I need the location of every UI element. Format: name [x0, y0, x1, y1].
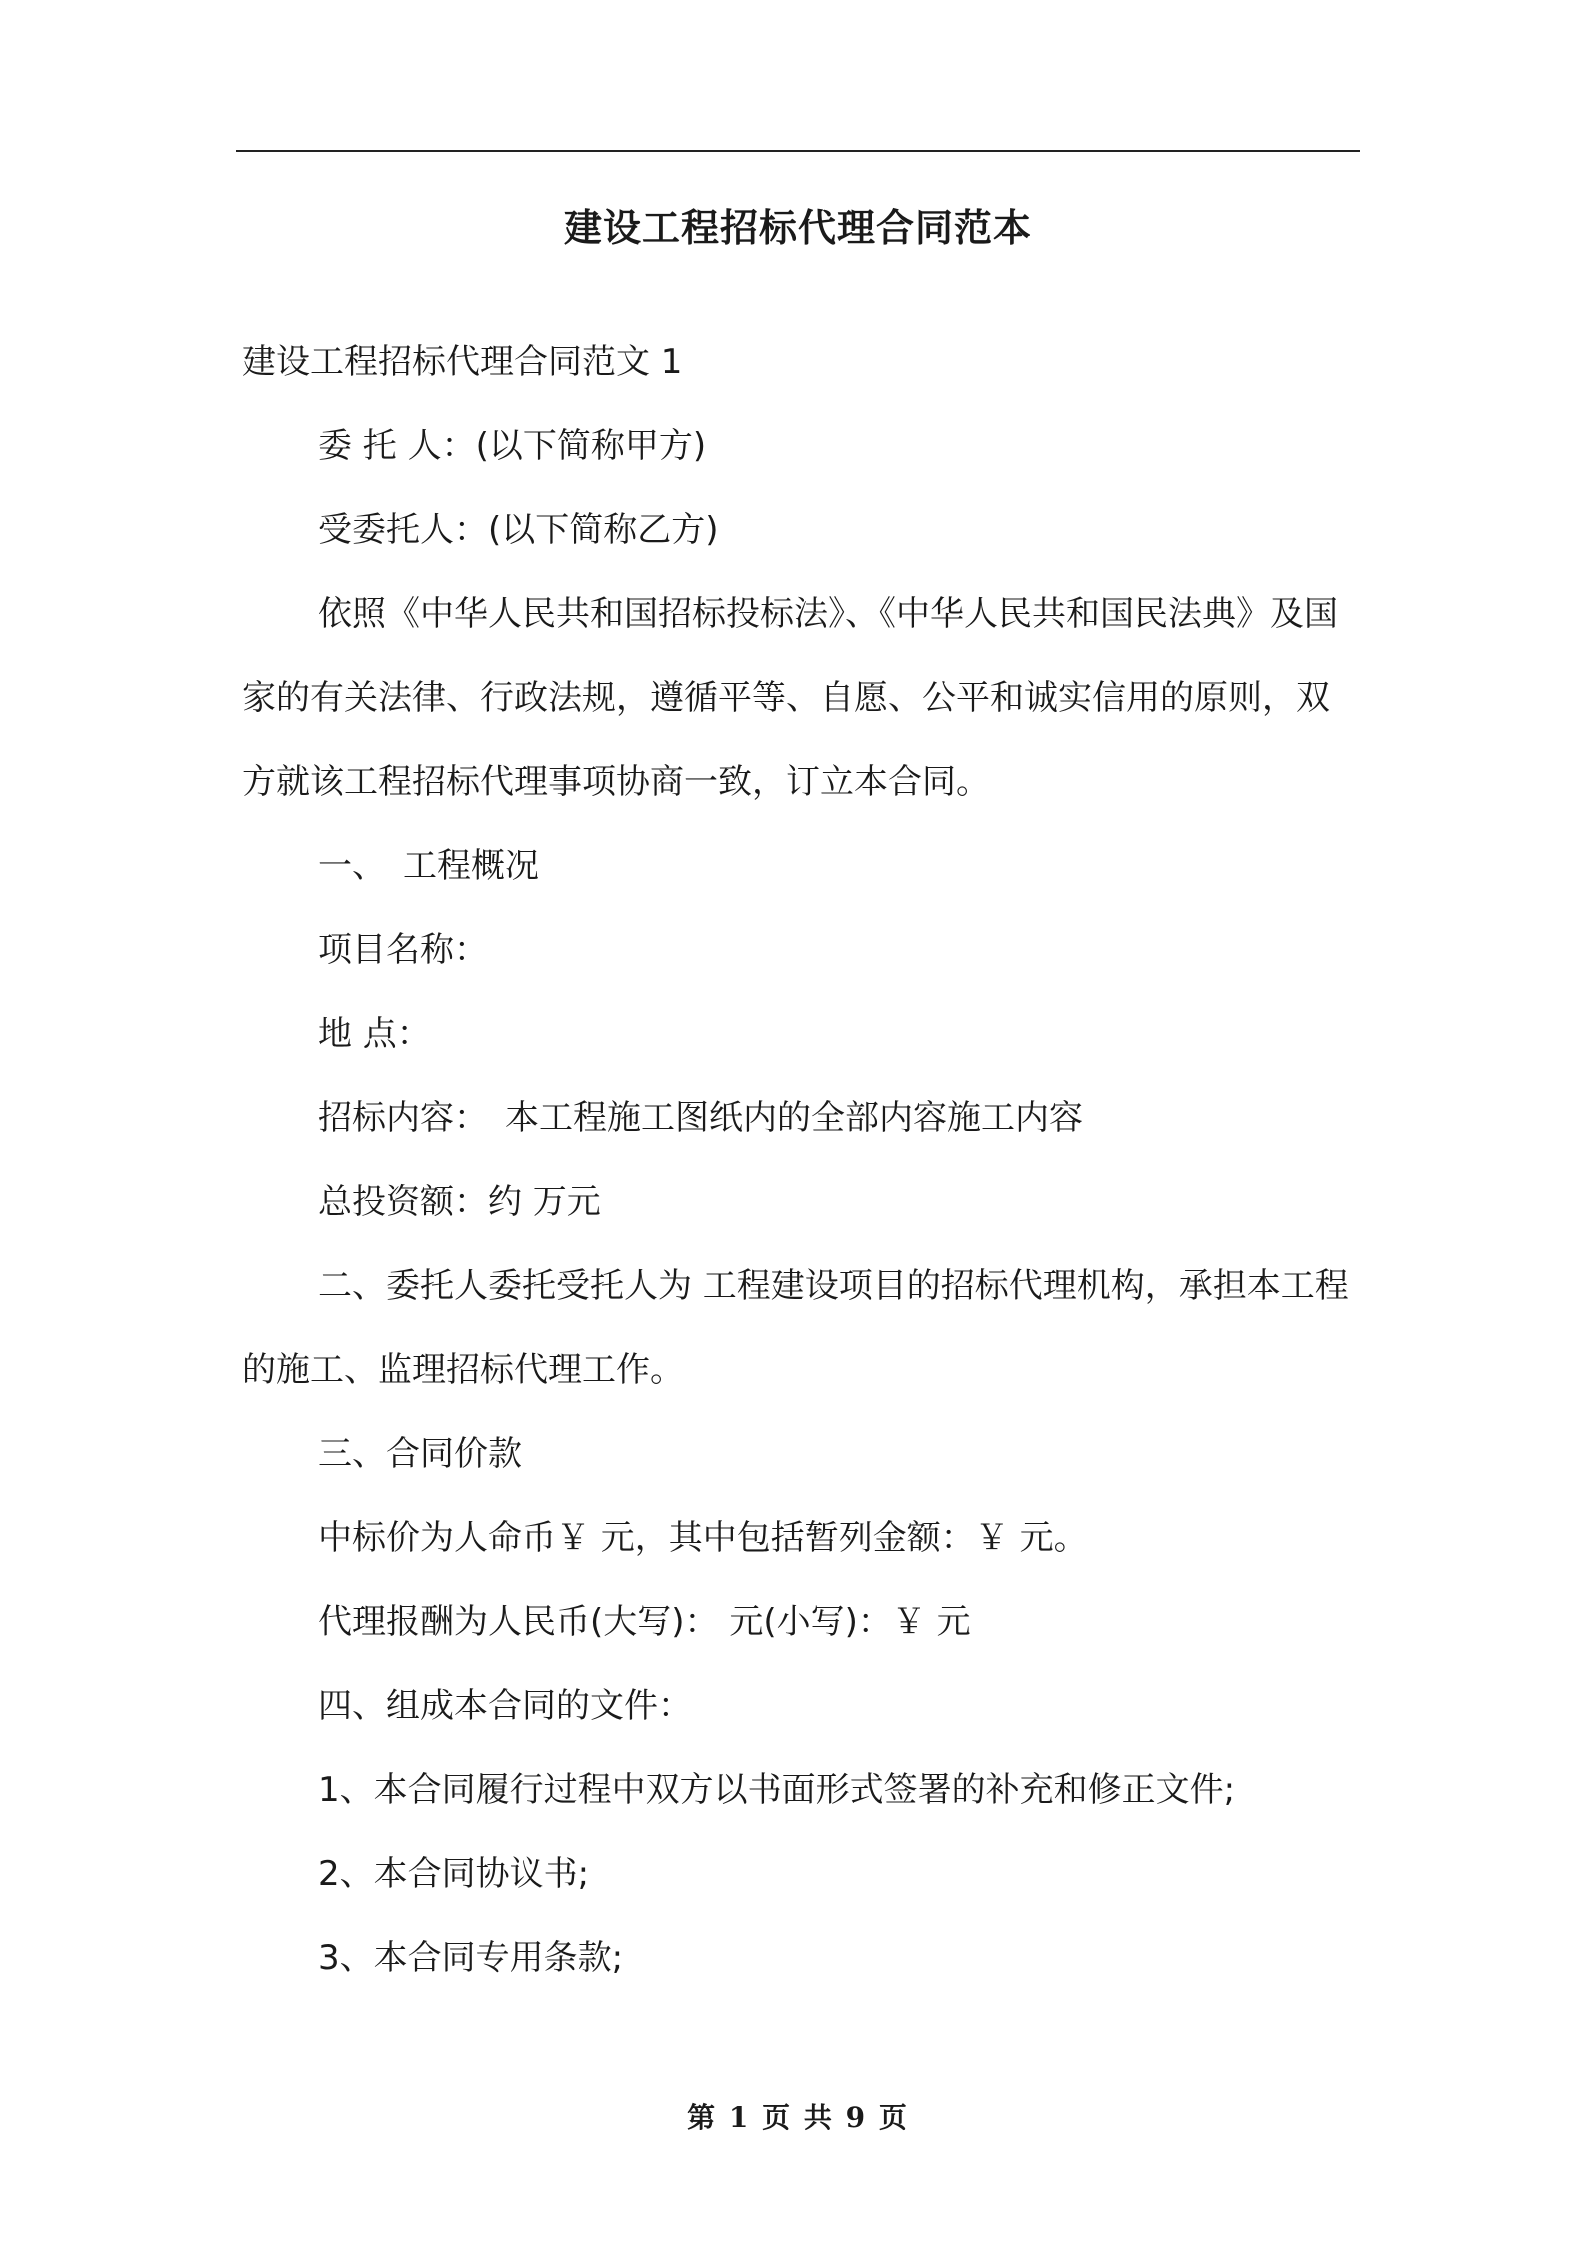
agency-fee-line: 代理报酬为人民币(大写)： 元(小写)：￥ 元	[318, 1602, 971, 1642]
section-2-paragraph: 二、委托人委托受托人为 工程建设项目的招标代理机构，承担本工程的施工、监理招标代理工作。	[242, 1266, 1349, 1390]
document-list-item: 2、本合同协议书;	[318, 1854, 590, 1894]
section-4-heading: 四、组成本合同的文件：	[318, 1686, 692, 1726]
section-1-heading: 一、 工程概况	[318, 846, 539, 886]
agent-line: 受委托人：(以下简称乙方)	[318, 510, 719, 550]
document-title: 建设工程招标代理合同范本	[563, 206, 1032, 250]
header-rule	[236, 150, 1360, 152]
client-line: 委 托 人：(以下简称甲方)	[318, 426, 707, 466]
section-3-heading: 三、合同价款	[318, 1434, 522, 1474]
document-body	[242, 320, 1360, 2000]
preamble-paragraph: 依照《中华人民共和国招标投标法》、《中华人民共和国民法典》及国家的有关法律、行政法规，遵循平等、自愿、公平和诚实信用的原则，双方就该工程招标代理事项协商一致，订立本合同。	[242, 594, 1338, 802]
location-line: 地 点：	[318, 1014, 431, 1054]
project-name-line: 项目名称：	[318, 930, 488, 970]
bid-price-line: 中标价为人命币￥ 元，其中包括暂列金额：￥ 元。	[318, 1518, 1088, 1558]
page-number-footer: 第 1 页 共 9 页	[687, 2101, 909, 2134]
total-investment-line: 总投资额：约 万元	[318, 1182, 601, 1222]
document-list-item: 3、本合同专用条款;	[318, 1938, 624, 1978]
document-subtitle: 建设工程招标代理合同范文 1	[242, 342, 683, 382]
document-list-item: 1、本合同履行过程中双方以书面形式签署的补充和修正文件;	[318, 1770, 1236, 1810]
tender-scope-line: 招标内容： 本工程施工图纸内的全部内容施工内容	[318, 1098, 1083, 1138]
